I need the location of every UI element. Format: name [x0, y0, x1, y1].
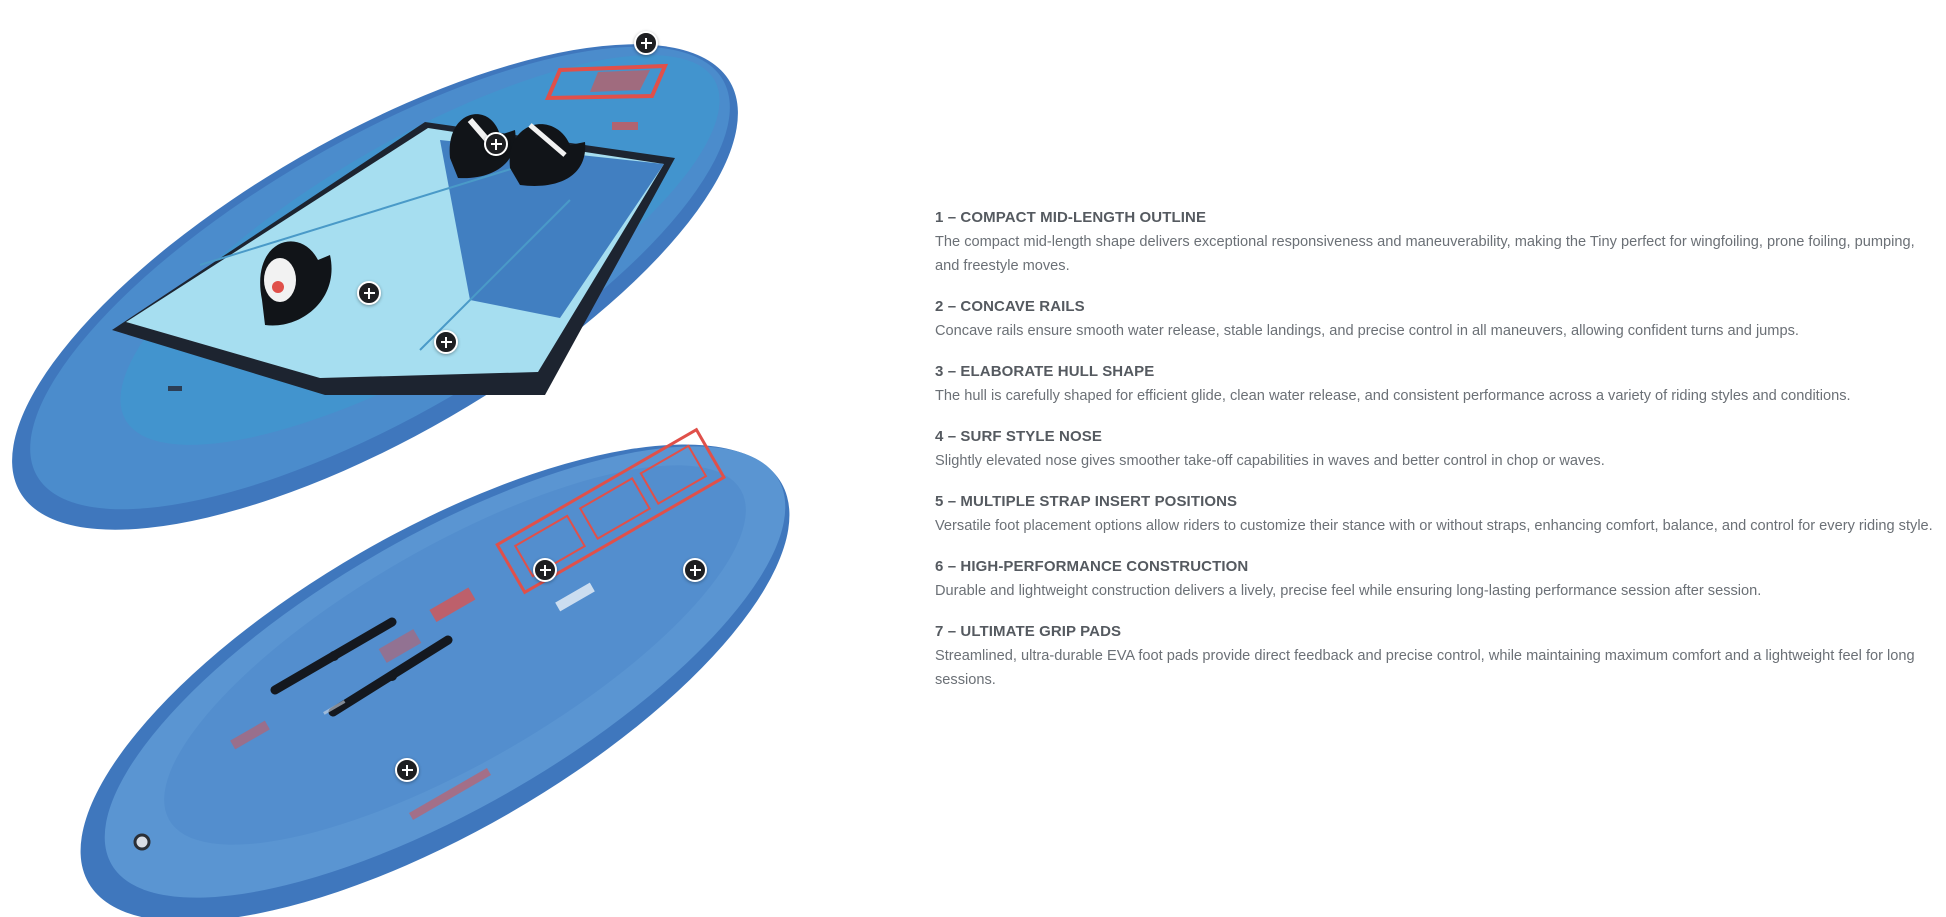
product-images	[0, 0, 900, 917]
feature-title: 3 – ELABORATE HULL SHAPE	[935, 363, 1155, 380]
feature-item	[935, 492, 1935, 538]
feature-item	[935, 362, 1935, 408]
feature-title: 1 – COMPACT MID-LENGTH OUTLINE	[935, 209, 1207, 226]
hotspot-hull-logo[interactable]	[533, 558, 557, 582]
feature-item	[935, 427, 1935, 473]
feature-description: The hull is carefully shaped for efficient glide, clean water release, and consistent performance across a variety of riding styles and conditions.	[935, 388, 1851, 404]
feature-description: Versatile foot placement options allow riders to customize their stance with or without straps, enhancing comfort, balance, and control for every riding style.	[935, 518, 1933, 534]
feature-description: Streamlined, ultra-durable EVA foot pads provide direct feedback and precise control, while maintaining maximum comfort and a lightweight feel for long sessions.	[935, 648, 1915, 688]
feature-description: Slightly elevated nose gives smoother take-off capabilities in waves and better control in chop or waves.	[935, 453, 1605, 469]
feature-item	[935, 622, 1935, 692]
feature-title: 5 – MULTIPLE STRAP INSERT POSITIONS	[935, 493, 1238, 510]
feature-item	[935, 208, 1935, 278]
hotspot-rear-strap[interactable]	[357, 281, 381, 305]
feature-description: The compact mid-length shape delivers exceptional responsiveness and maneuverability, making the Tiny perfect for wingfoiling, prone foiling, pumping, and freestyle moves.	[935, 234, 1915, 274]
feature-title: 2 – CONCAVE RAILS	[935, 298, 1085, 315]
hotspot-rail[interactable]	[434, 330, 458, 354]
hotspot-hull-tail[interactable]	[395, 758, 419, 782]
hotspot-hull-nose[interactable]	[683, 558, 707, 582]
feature-title: 6 – HIGH-PERFORMANCE CONSTRUCTION	[935, 558, 1249, 575]
feature-item	[935, 557, 1935, 603]
feature-item	[935, 297, 1935, 343]
hotspot-nose[interactable]	[634, 31, 658, 55]
board-illustration	[0, 0, 900, 917]
hotspot-front-strap[interactable]	[484, 132, 508, 156]
feature-description: Durable and lightweight construction delivers a lively, precise feel while ensuring long-lasting performance session after session.	[935, 583, 1762, 599]
feature-title: 4 – SURF STYLE NOSE	[935, 428, 1102, 445]
feature-list	[935, 208, 1935, 711]
feature-title: 7 – ULTIMATE GRIP PADS	[935, 623, 1122, 640]
feature-description: Concave rails ensure smooth water release, stable landings, and precise control in all maneuvers, allowing confident turns and jumps.	[935, 323, 1799, 339]
